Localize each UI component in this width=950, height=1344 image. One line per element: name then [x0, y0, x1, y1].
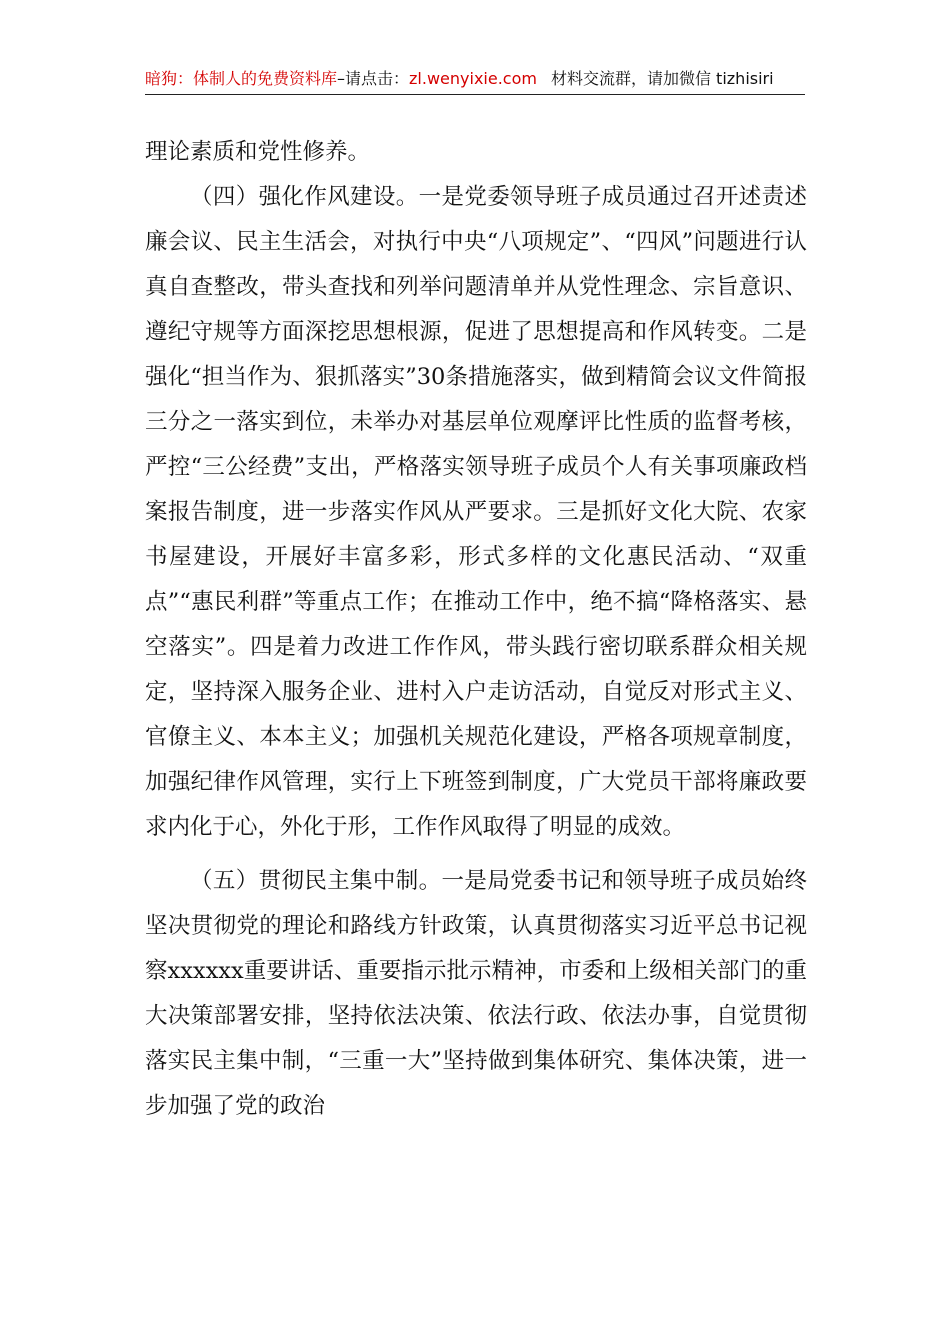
paragraph-continuation: 理论素质和党性修养。	[145, 139, 371, 165]
paragraph-section-5: （五）贯彻民主集中制。一是局党委书记和领导班子成员始终坚决贯彻党的理论和路线方针政策，认真贯彻落实习近平总书记视察xxxxxx重要讲话、重要指示批示精神，市委和上级相关部门的重大决策部署安排，坚持依法决策、依法行政、依法办事，自觉贯彻落实民主集中制，“三重一大”坚持做到集体研究、集体决策，进一步加强了党的政治	[145, 868, 807, 1119]
page-header	[145, 64, 805, 95]
header-contact: 材料交流群，请加微信 tizhisiri	[550, 69, 774, 88]
header-brand: 暗狗：体制人的免费资料库	[145, 69, 338, 88]
header-click-label: –请点击：	[337, 69, 410, 88]
header-url-link[interactable]: zl.wenyixie.com	[409, 69, 537, 88]
document-body	[145, 130, 807, 1129]
paragraph-section-4: （四）强化作风建设。一是党委领导班子成员通过召开述责述廉会议、民主生活会，对执行中央“八项规定”、“四风”问题进行认真自查整改，带头查找和列举问题清单并从党性理念、宗旨意识、遵纪守规等方面深挖思想根源，促进了思想提高和作风转变。二是强化“担当作为、狠抓落实”30条措施落实，做到精简会议文件简报三分之一落实到位，未举办对基层单位观摩评比性质的监督考核，严控“三公经费”支出，严格落实领导班子成员个人有关事项廉政档案报告制度，进一步落实作风从严要求。三是抓好文化大院、农家书屋建设，开展好丰富多彩，形式多样的文化惠民活动、“双重点”“惠民利群”等重点工作；在推动工作中，绝不搞“降格落实、悬空落实”。四是着力改进工作作风，带头践行密切联系群众相关规定，坚持深入服务企业、进村入户走访活动，自觉反对形式主义、官僚主义、本本主义；加强机关规范化建设，严格各项规章制度，加强纪律作风管理，实行上下班签到制度，广大党员干部将廉政要求内化于心，外化于形，工作作风取得了明显的成效。	[145, 184, 807, 840]
